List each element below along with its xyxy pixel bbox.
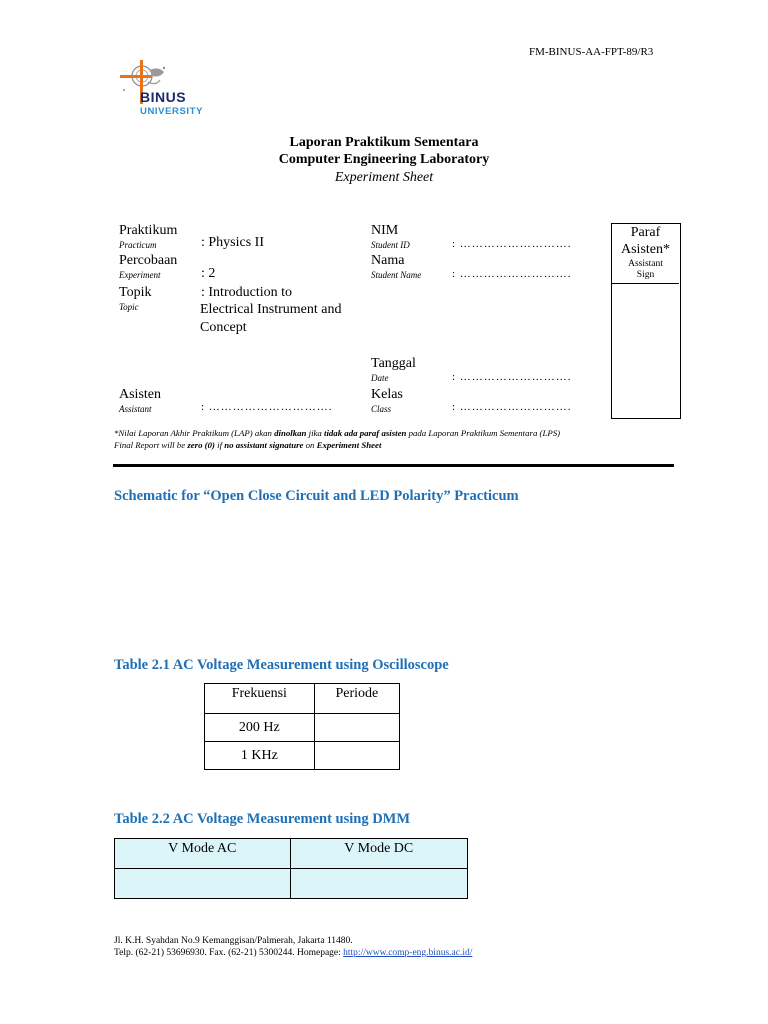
topik-sublabel: Topic [119, 302, 139, 312]
topik-label: Topik [119, 285, 152, 300]
header-cell: V Mode AC [115, 839, 291, 869]
tanggal-label: Tanggal [371, 356, 416, 371]
table-cell [290, 869, 467, 899]
table-cell [314, 742, 399, 770]
asisten-value: : …………………………. [201, 401, 333, 413]
note-indonesian: *Nilai Laporan Akhir Praktikum (LAP) akan dinolkan jika tidak ada paraf asisten pada Laporan Praktikum Sementara (LPS) [114, 428, 561, 438]
table-cell [314, 714, 399, 742]
homepage-link[interactable]: http://www.comp-eng.binus.ac.id/ [343, 948, 473, 958]
topik-value-line3: Concept [200, 320, 247, 335]
table-cell: 1 KHz [205, 742, 315, 770]
asisten-sublabel: Assistant [119, 404, 152, 414]
tanggal-sublabel: Date [371, 373, 389, 383]
nama-sublabel: Student Name [371, 270, 422, 280]
kelas-label: Kelas [371, 387, 403, 402]
header-cell: Periode [314, 684, 399, 714]
table-header-row [115, 839, 468, 869]
table-row [205, 742, 400, 770]
percobaan-label: Percobaan [119, 253, 178, 268]
report-title: Laporan Praktikum Sementara [289, 135, 479, 150]
sheet-title: Experiment Sheet [334, 170, 434, 185]
footer-contact: Telp. (62-21) 53696930. Fax. (62-21) 5300244. Homepage: http://www.comp-eng.binus.ac.id/ [114, 948, 473, 958]
kelas-sublabel: Class [371, 404, 392, 414]
tanggal-value: : ………………………. [452, 371, 572, 383]
praktikum-label: Praktikum [119, 223, 178, 238]
nim-sublabel: Student ID [371, 240, 410, 250]
oscilloscope-table [204, 683, 400, 770]
logo-subtitle: UNIVERSITY [140, 106, 204, 117]
assistant-sublabel: Assistant [628, 259, 663, 269]
logo-wordmark: BINUS [140, 89, 187, 105]
table-cell [115, 869, 291, 899]
dmm-table [114, 838, 468, 899]
table-row [205, 714, 400, 742]
table2-title: Table 2.2 AC Voltage Measurement using DMM [114, 811, 411, 827]
nim-value: : ………………………. [452, 238, 572, 250]
nama-label: Nama [371, 253, 405, 268]
header-cell: Frekuensi [205, 684, 315, 714]
lab-title: Computer Engineering Laboratory [278, 152, 490, 167]
asisten-label: Asisten [119, 387, 161, 402]
percobaan-value: : 2 [201, 266, 216, 281]
topik-value-line1: : Introduction to [201, 285, 292, 300]
section-divider [113, 464, 674, 467]
praktikum-sublabel: Practicum [119, 240, 157, 250]
table1-title: Table 2.1 AC Voltage Measurement using Oscilloscope [114, 657, 449, 673]
note-english: Final Report will be zero (0) if no assistant signature on Experiment Sheet [114, 440, 382, 450]
paraf-label: Paraf [630, 225, 661, 240]
table-header-row [205, 684, 400, 714]
header-cell: V Mode DC [290, 839, 467, 869]
sign-sublabel: Sign [636, 270, 655, 280]
form-code: FM-BINUS-AA-FPT-89/R3 [529, 46, 654, 58]
sign-box-divider [611, 283, 679, 284]
topik-value-line2: Electrical Instrument and [200, 302, 342, 317]
nama-value: : ………………………. [452, 268, 572, 280]
percobaan-sublabel: Experiment [119, 270, 161, 280]
footer-address: Jl. K.H. Syahdan No.9 Kemanggisan/Palmerah, Jakarta 11480. [114, 936, 353, 946]
asisten-star-label: Asisten* [621, 242, 670, 257]
praktikum-value: : Physics II [201, 235, 264, 250]
kelas-value: : ………………………. [452, 401, 572, 413]
table-row [115, 869, 468, 899]
table-cell: 200 Hz [205, 714, 315, 742]
nim-label: NIM [371, 223, 399, 238]
schematic-heading: Schematic for “Open Close Circuit and LED Polarity” Practicum [114, 488, 519, 504]
